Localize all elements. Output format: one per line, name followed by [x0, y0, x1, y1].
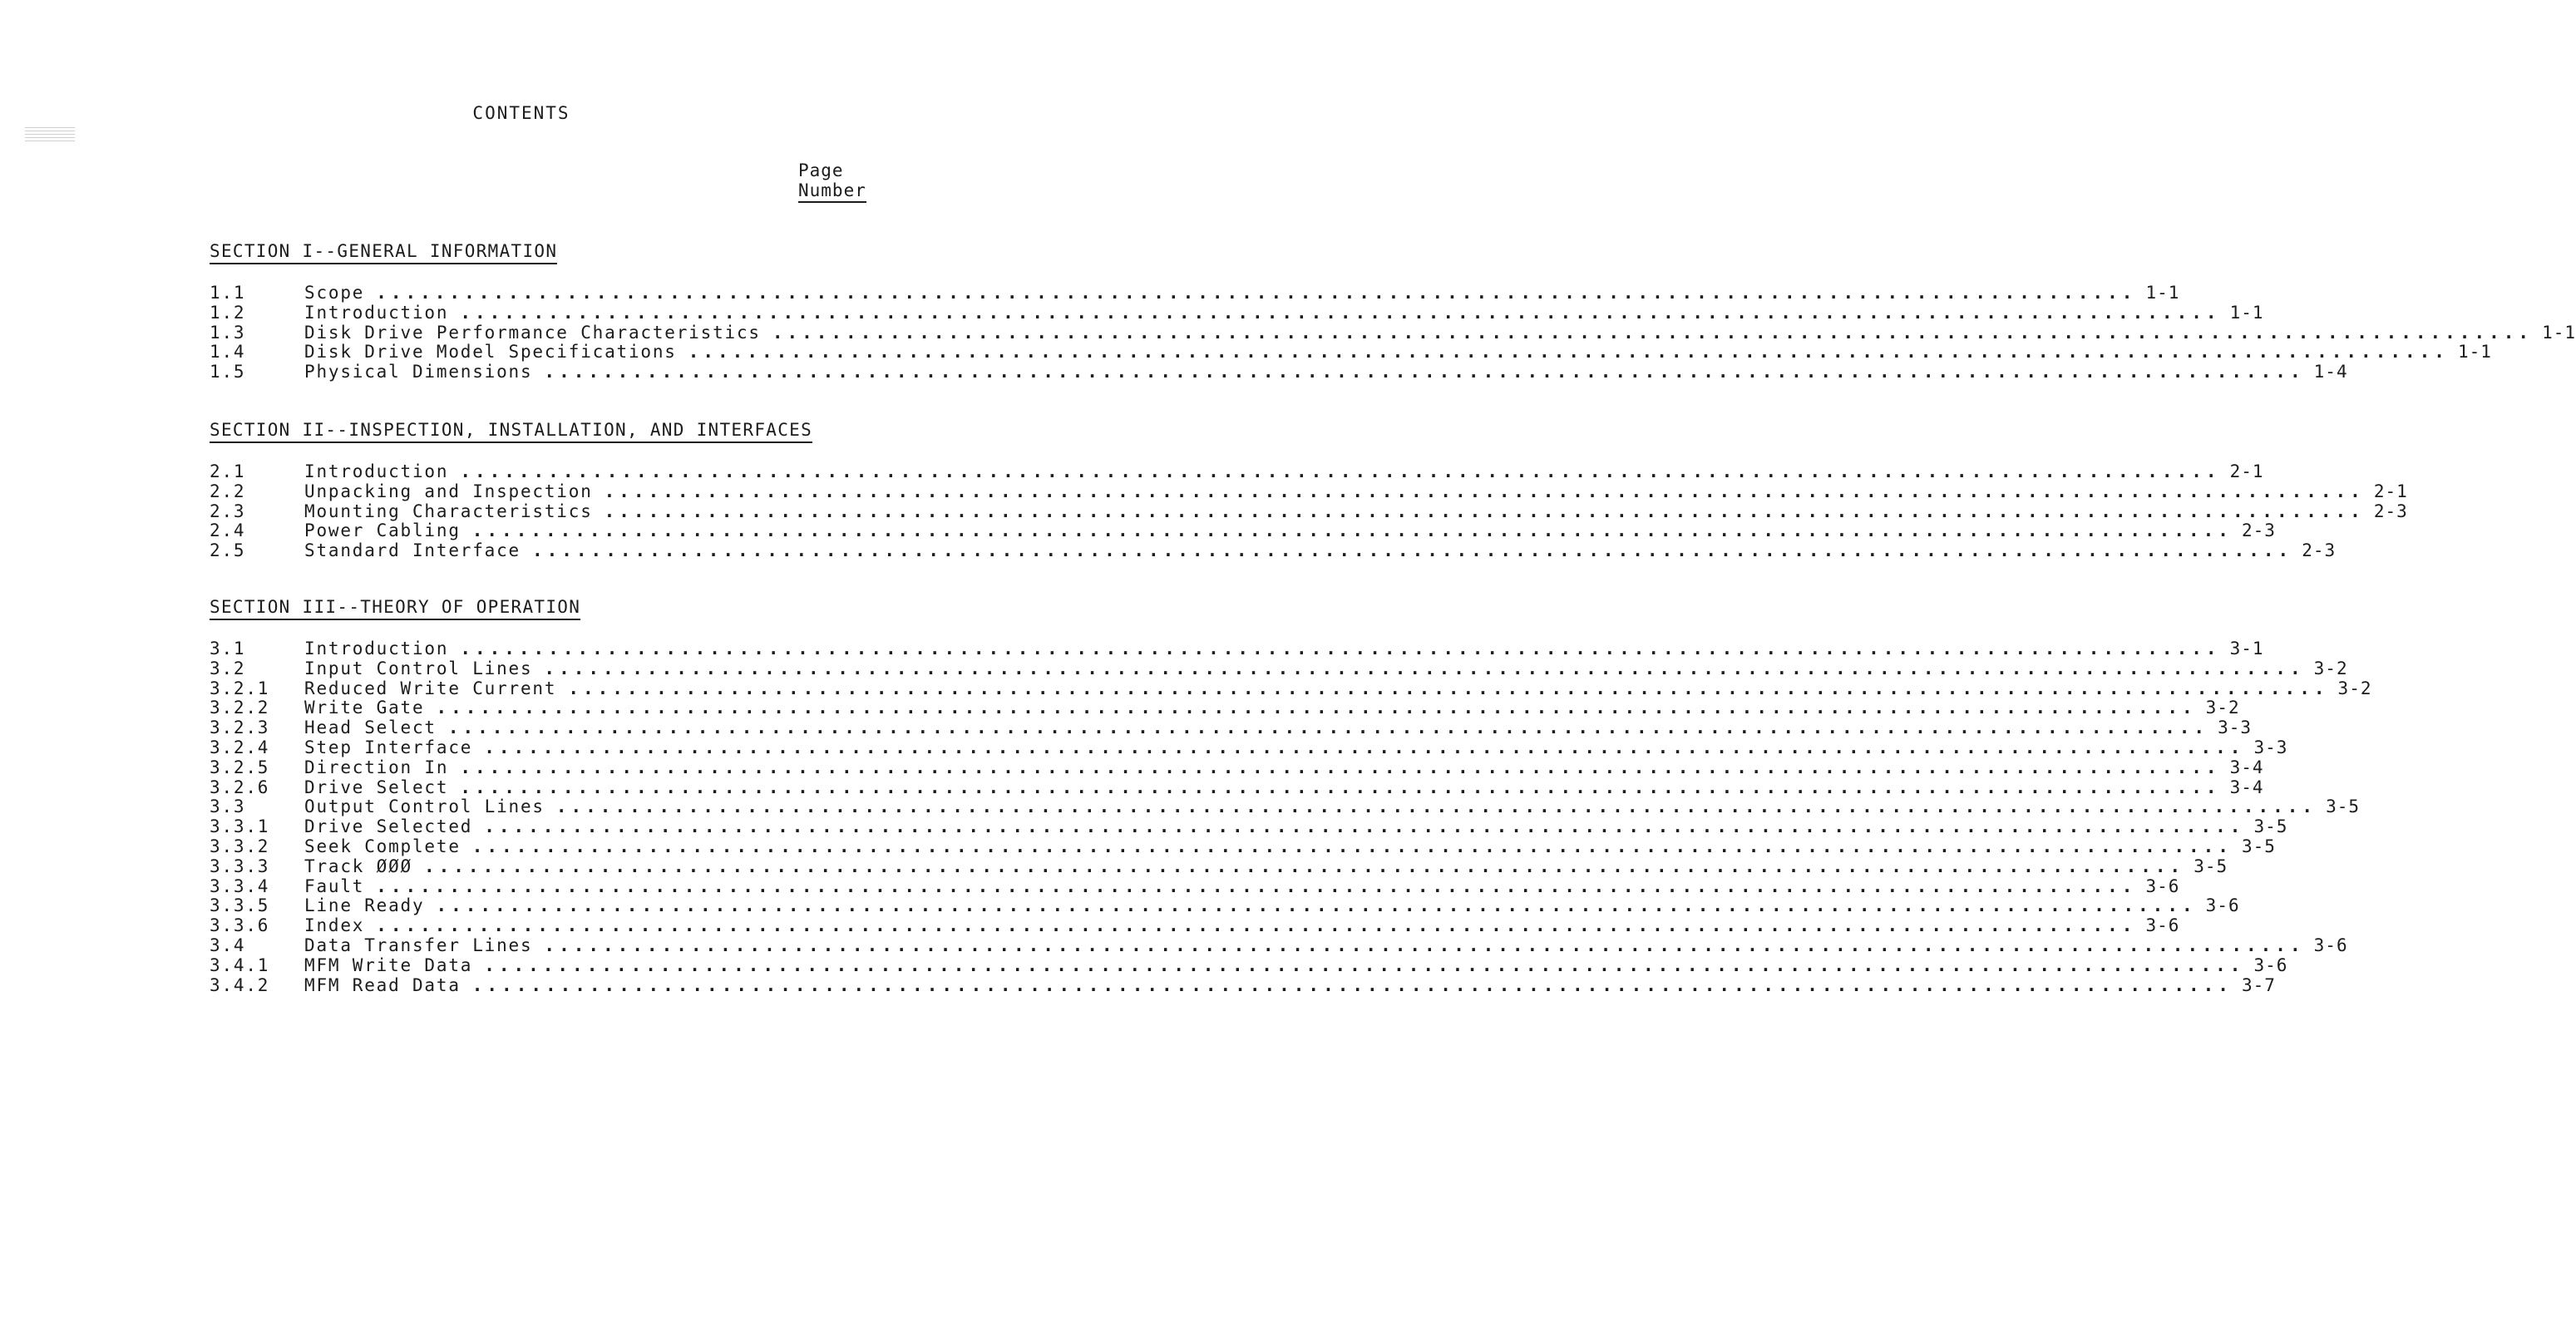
toc-entry — [210, 836, 2276, 856]
entry-title: Reduced Write Current — [304, 678, 557, 698]
toc-entry — [210, 777, 2264, 797]
dot-leader: ........................................................................................................................ — [460, 461, 2221, 481]
entry-title: Scope — [304, 283, 365, 303]
dot-leader: ........................................................................................................................ — [460, 777, 2221, 797]
dot-leader: ........................................................................................................................ — [484, 954, 2245, 975]
entry-number: 3.3.1 — [210, 816, 270, 837]
entry-number: 3.3.2 — [210, 836, 270, 856]
toc-entry — [210, 797, 2361, 817]
toc-entry — [210, 698, 2240, 718]
margin-scan-marks — [25, 125, 75, 166]
section-entries — [210, 639, 2372, 995]
dot-leader: ........................................................................................................................ — [544, 362, 2305, 382]
section-2 — [210, 420, 2408, 561]
entry-page-number: 3-5 — [2242, 836, 2276, 856]
dot-leader: ........................................................................................................................ — [568, 678, 2329, 698]
entry-page-number: 3-6 — [2145, 915, 2180, 936]
entry-page-number: 3-3 — [2218, 718, 2253, 738]
entry-number: 3.4.2 — [210, 974, 270, 995]
entry-title: Seek Complete — [304, 836, 461, 856]
entry-title: Output Control Lines — [304, 797, 545, 817]
entry-page-number: 3-3 — [2253, 737, 2288, 757]
toc-entry — [210, 322, 2576, 343]
entry-page-number: 2-3 — [2373, 501, 2408, 521]
entry-title: Standard Interface — [304, 540, 521, 561]
entry-number: 3.2.3 — [210, 718, 270, 738]
entry-page-number: 3-2 — [2313, 658, 2348, 678]
toc-entry — [210, 302, 2264, 323]
dot-leader: ........................................................................................................................ — [471, 836, 2233, 856]
entry-number: 3.4.1 — [210, 954, 270, 975]
entry-number: 3.2.2 — [210, 698, 270, 718]
entry-number: 2.3 — [210, 501, 246, 521]
dot-leader: ........................................................................................................................ — [436, 895, 2197, 916]
entry-page-number: 1-1 — [2229, 302, 2264, 323]
toc-entry — [210, 954, 2288, 975]
entry-page-number: 2-1 — [2373, 481, 2408, 501]
entry-number: 3.2 — [210, 658, 246, 678]
dot-leader: ........................................................................................................................ — [424, 856, 2185, 876]
dot-leader: ........................................................................................................................ — [688, 342, 2449, 363]
entry-title: Drive Selected — [304, 816, 473, 837]
entry-page-number: 3-5 — [2326, 797, 2361, 817]
entry-title: Physical Dimensions — [304, 362, 533, 382]
dot-leader: ........................................................................................................................ — [436, 698, 2197, 718]
entry-title: Disk Drive Performance Characteristics — [304, 322, 761, 343]
section-entries — [210, 461, 2408, 561]
entry-title: Input Control Lines — [304, 658, 533, 678]
toc-entry — [210, 856, 2228, 876]
toc-entry — [210, 501, 2408, 521]
page-number-column-header — [798, 160, 866, 203]
section-heading: SECTION II--INSPECTION, INSTALLATION, AND INTERFACES — [210, 420, 812, 443]
entry-page-number: 3-5 — [2194, 856, 2228, 876]
entry-title: Direction In — [304, 757, 449, 777]
entry-title: Unpacking and Inspection — [304, 481, 593, 501]
entry-number: 1.1 — [210, 283, 246, 303]
toc-entry — [210, 935, 2348, 955]
dot-leader: ........................................................................................................................ — [544, 935, 2305, 955]
toc-entry — [210, 283, 2180, 303]
dot-leader: ........................................................................................................................ — [471, 974, 2233, 995]
entry-title: Introduction — [304, 639, 449, 658]
dot-leader: ........................................................................................................................ — [484, 816, 2245, 837]
entry-page-number: 3-2 — [2337, 678, 2372, 698]
entry-title: Track ØØØ — [304, 856, 412, 876]
toc-entry — [210, 481, 2408, 501]
section-entries — [210, 283, 2576, 382]
entry-page-number: 3-4 — [2229, 757, 2264, 777]
entry-number: 3.3.4 — [210, 876, 270, 896]
toc-entry — [210, 757, 2264, 777]
entry-number: 3.4 — [210, 935, 246, 955]
toc-entry — [210, 876, 2180, 896]
entry-number: 1.4 — [210, 342, 246, 363]
entry-title: Power Cabling — [304, 520, 461, 541]
dot-leader: ........................................................................................................................ — [531, 540, 2293, 561]
entry-title: MFM Read Data — [304, 974, 461, 995]
entry-number: 3.2.1 — [210, 678, 270, 698]
entry-page-number: 3-6 — [2253, 954, 2288, 975]
entry-page-number: 2-3 — [2242, 520, 2276, 541]
entry-title: Disk Drive Model Specifications — [304, 342, 677, 363]
entry-title: Head Select — [304, 718, 437, 738]
entry-number: 3.3.6 — [210, 915, 270, 936]
entry-number: 3.3.3 — [210, 856, 270, 876]
entry-title: Index — [304, 915, 365, 936]
entry-title: Write Gate — [304, 698, 425, 718]
toc-entry — [210, 658, 2348, 678]
toc-entry — [210, 520, 2276, 541]
toc-entry — [210, 974, 2276, 995]
entry-title: MFM Write Data — [304, 954, 473, 975]
entry-page-number: 3-6 — [2205, 895, 2240, 916]
entry-number: 3.1 — [210, 639, 246, 658]
toc-entry — [210, 540, 2337, 561]
toc-entry — [210, 915, 2180, 936]
entry-number: 3.2.5 — [210, 757, 270, 777]
dot-leader: ........................................................................................................................ — [604, 501, 2365, 521]
dot-leader: ........................................................................................................................ — [555, 797, 2317, 817]
entry-title: Line Ready — [304, 895, 425, 916]
entry-page-number: 3-4 — [2229, 777, 2264, 797]
dot-leader: ........................................................................................................................ — [460, 302, 2221, 323]
entry-page-number: 3-7 — [2242, 974, 2276, 995]
entry-number: 2.2 — [210, 481, 246, 501]
entry-page-number: 2-1 — [2229, 461, 2264, 481]
dot-leader: ........................................................................................................................ — [460, 757, 2221, 777]
dot-leader: ........................................................................................................................ — [471, 520, 2233, 541]
entry-number: 3.2.6 — [210, 777, 270, 797]
entry-title: Fault — [304, 876, 365, 896]
entry-title: Step Interface — [304, 737, 473, 757]
dot-leader: ........................................................................................................................ — [447, 718, 2209, 738]
page-column-label-line2: Number — [798, 180, 866, 203]
page-column-label-line1: Page — [798, 160, 844, 180]
entry-number: 2.4 — [210, 520, 246, 541]
dot-leader: ........................................................................................................................ — [772, 322, 2534, 343]
entry-page-number: 1-1 — [2145, 283, 2180, 303]
toc-entry — [210, 816, 2288, 837]
entry-title: Mounting Characteristics — [304, 501, 593, 521]
dot-leader: ........................................................................................................................ — [460, 639, 2221, 658]
entry-number: 2.5 — [210, 540, 246, 561]
entry-page-number: 3-5 — [2253, 816, 2288, 837]
entry-number: 3.3.5 — [210, 895, 270, 916]
entry-page-number: 3-6 — [2313, 935, 2348, 955]
dot-leader: ........................................................................................................................ — [376, 915, 2137, 936]
dot-leader: ........................................................................................................................ — [544, 658, 2305, 678]
dot-leader: ........................................................................................................................ — [376, 876, 2137, 896]
toc-entry — [210, 362, 2348, 382]
entry-number: 2.1 — [210, 461, 246, 481]
dot-leader: ........................................................................................................................ — [376, 283, 2137, 303]
entry-number: 1.5 — [210, 362, 246, 382]
entry-page-number: 1-4 — [2313, 362, 2348, 382]
entry-number: 1.3 — [210, 322, 246, 343]
dot-leader: ........................................................................................................................ — [484, 737, 2245, 757]
entry-page-number: 1-1 — [2457, 342, 2492, 363]
entry-page-number: 1-1 — [2542, 322, 2576, 343]
section-3 — [210, 597, 2372, 995]
toc-entry — [210, 342, 2492, 363]
toc-entry — [210, 461, 2264, 481]
toc-entry — [210, 678, 2372, 698]
page-title: CONTENTS — [472, 103, 570, 123]
entry-number: 3.2.4 — [210, 737, 270, 757]
section-1 — [210, 241, 2576, 382]
entry-title: Drive Select — [304, 777, 449, 797]
section-heading: SECTION III--THEORY OF OPERATION — [210, 597, 580, 620]
entry-page-number: 3-1 — [2229, 639, 2264, 658]
entry-number: 3.3 — [210, 797, 246, 817]
toc-entry — [210, 737, 2288, 757]
toc-entry — [210, 639, 2264, 658]
toc-entry — [210, 895, 2240, 916]
toc-entry — [210, 718, 2253, 738]
dot-leader: ........................................................................................................................ — [604, 481, 2365, 501]
entry-page-number: 2-3 — [2302, 540, 2337, 561]
entry-page-number: 3-2 — [2205, 698, 2240, 718]
entry-title: Introduction — [304, 461, 449, 481]
entry-title: Data Transfer Lines — [304, 935, 533, 955]
section-heading: SECTION I--GENERAL INFORMATION — [210, 241, 557, 264]
entry-title: Introduction — [304, 302, 449, 323]
entry-number: 1.2 — [210, 302, 246, 323]
entry-page-number: 3-6 — [2145, 876, 2180, 896]
